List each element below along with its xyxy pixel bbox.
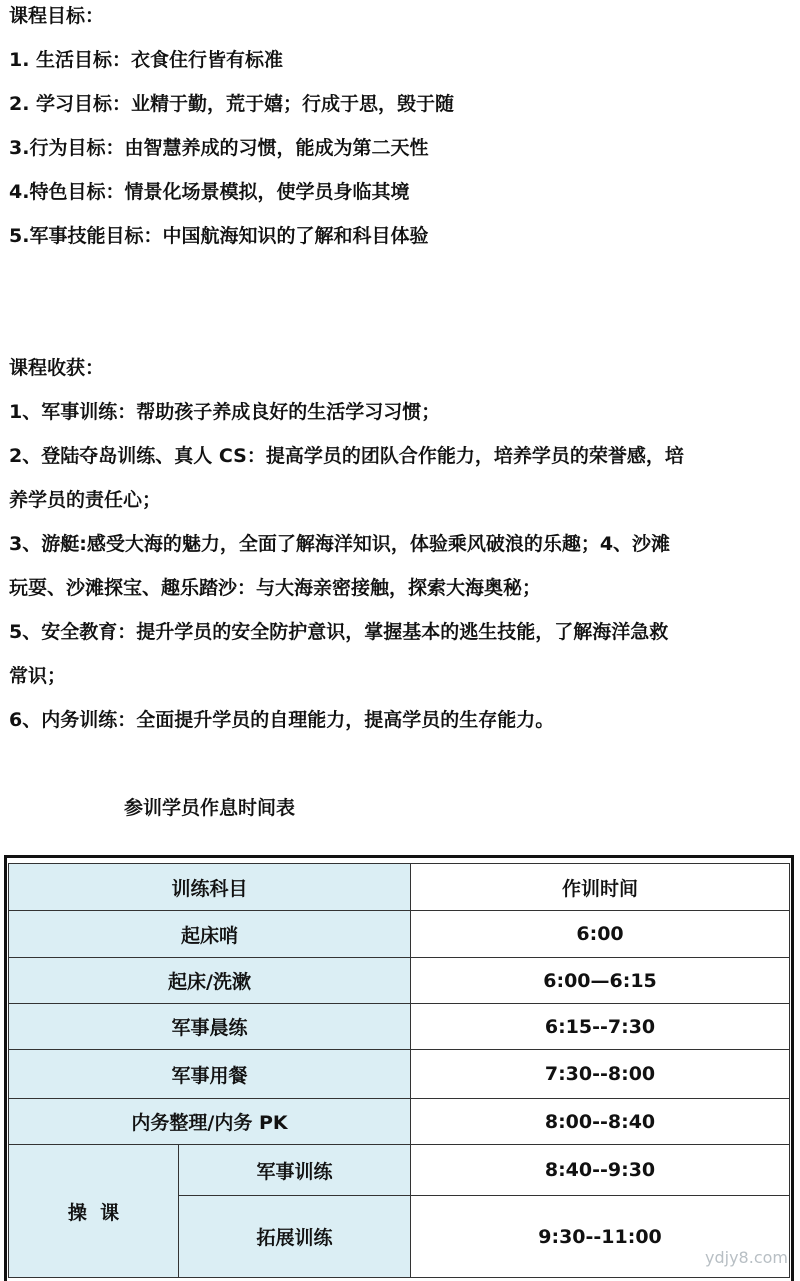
goal-item-5: 5.军事技能目标：中国航海知识的了解和科目体验 xyxy=(9,225,429,247)
course-gains-heading: 课程收获： xyxy=(9,357,105,379)
row-subject: 军事训练 xyxy=(179,1145,411,1196)
course-goals-heading: 课程目标： xyxy=(9,5,105,27)
gain-line-3: 养学员的责任心； xyxy=(9,489,162,511)
row-subject: 内务整理/内务 PK xyxy=(9,1099,411,1145)
gain-line-6: 5、安全教育：提升学员的安全防护意识，掌握基本的逃生技能，了解海洋急救 xyxy=(9,621,669,643)
gain-line-1: 1、军事训练：帮助孩子养成良好的生活学习习惯； xyxy=(9,401,441,423)
gain-line-8: 6、内务训练：全面提升学员的自理能力，提高学员的生存能力。 xyxy=(9,709,555,731)
table-row xyxy=(9,1099,790,1145)
row-time: 6:00—6:15 xyxy=(411,958,790,1004)
table-row xyxy=(9,958,790,1004)
table-row xyxy=(9,1050,790,1099)
watermark: ydjy8.com xyxy=(705,1248,788,1267)
goal-item-2: 2. 学习目标：业精于勤，荒于嬉；行成于思，毁于随 xyxy=(9,93,455,115)
schedule-table xyxy=(8,863,790,1278)
goal-item-4: 4.特色目标：情景化场景模拟，使学员身临其境 xyxy=(9,181,410,203)
row-time: 6:15--7:30 xyxy=(411,1004,790,1050)
header-subject: 训练科目 xyxy=(9,864,411,911)
schedule-title: 参训学员作息时间表 xyxy=(124,797,296,819)
row-subject: 起床/洗漱 xyxy=(9,958,411,1004)
row-subject: 起床哨 xyxy=(9,911,411,958)
table-header-row xyxy=(9,864,790,911)
group-label: 操 课 xyxy=(9,1145,179,1278)
row-subject: 军事晨练 xyxy=(9,1004,411,1050)
table-row xyxy=(9,1145,790,1196)
row-time: 6:00 xyxy=(411,911,790,958)
row-subject: 拓展训练 xyxy=(179,1196,411,1278)
row-time: 7:30--8:00 xyxy=(411,1050,790,1099)
row-time: 8:40--9:30 xyxy=(411,1145,790,1196)
gain-line-2: 2、登陆夺岛训练、真人 CS：提高学员的团队合作能力，培养学员的荣誉感，培 xyxy=(9,445,684,467)
goal-item-3: 3.行为目标：由智慧养成的习惯，能成为第二天性 xyxy=(9,137,429,159)
gain-line-4: 3、游艇:感受大海的魅力，全面了解海洋知识，体验乘风破浪的乐趣；4、沙滩 xyxy=(9,533,671,555)
row-time: 8:00--8:40 xyxy=(411,1099,790,1145)
row-subject: 军事用餐 xyxy=(9,1050,411,1099)
row-time: 9:30--11:00 xyxy=(411,1196,790,1278)
gain-line-5: 玩耍、沙滩探宝、趣乐踏沙：与大海亲密接触，探索大海奥秘； xyxy=(9,577,542,599)
goal-item-1: 1. 生活目标：衣食住行皆有标准 xyxy=(9,49,284,71)
header-time: 作训时间 xyxy=(411,864,790,911)
table-row xyxy=(9,1004,790,1050)
table-row xyxy=(9,911,790,958)
gain-line-7: 常识； xyxy=(9,665,67,687)
